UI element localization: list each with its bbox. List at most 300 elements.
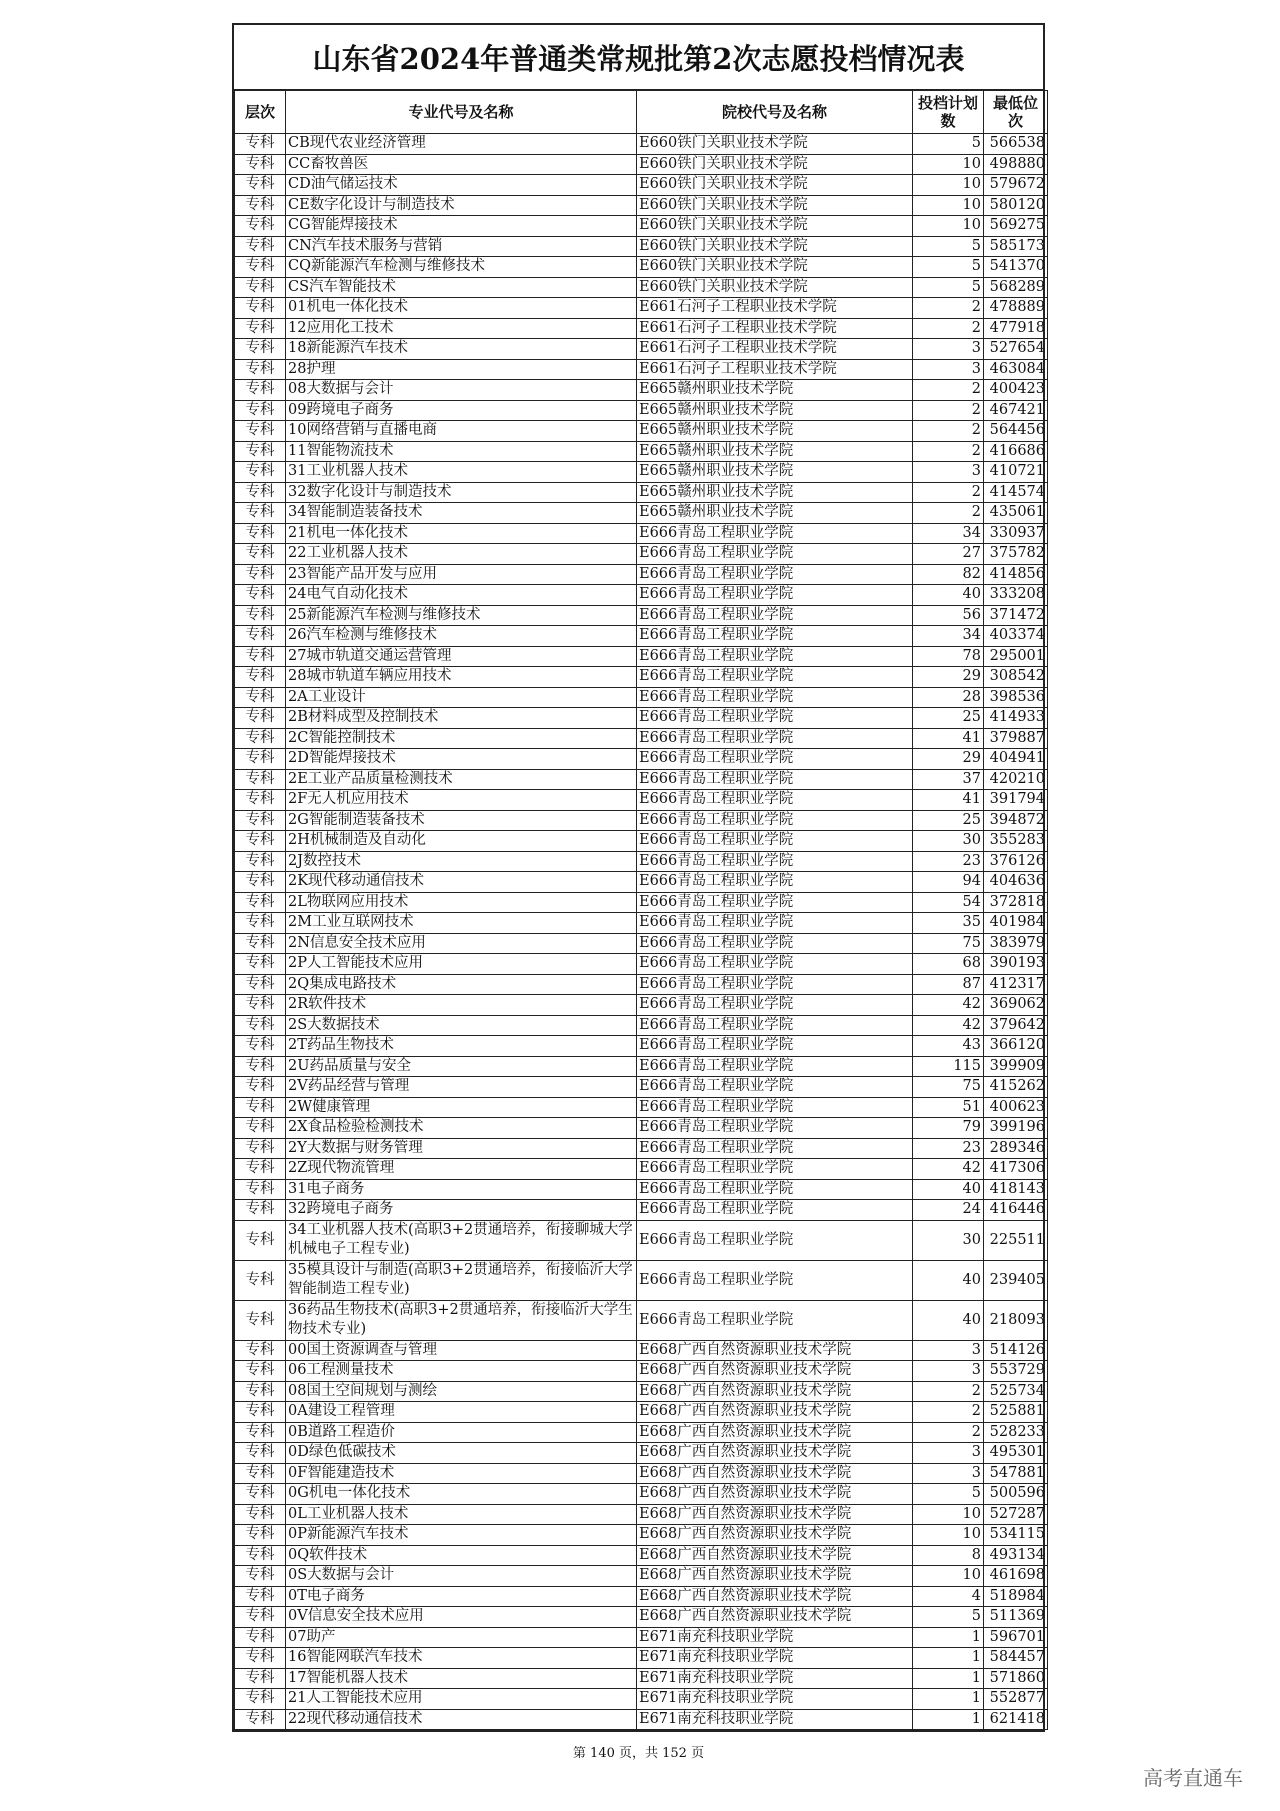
cell-min-rank: 379887 bbox=[984, 728, 1048, 749]
cell-plan: 43 bbox=[913, 1036, 984, 1057]
table-row bbox=[235, 175, 1048, 196]
table-row bbox=[235, 1077, 1048, 1098]
cell-plan: 79 bbox=[913, 1118, 984, 1139]
cell-plan: 2 bbox=[913, 298, 984, 319]
cell-min-rank: 569275 bbox=[984, 216, 1048, 237]
cell-plan: 10 bbox=[913, 1525, 984, 1546]
cell-school: E666青岛工程职业学院 bbox=[637, 626, 913, 647]
cell-min-rank: 420210 bbox=[984, 769, 1048, 790]
table-row bbox=[235, 687, 1048, 708]
cell-min-rank: 403374 bbox=[984, 626, 1048, 647]
table-header-row bbox=[235, 91, 1048, 134]
cell-major: 22工业机器人技术 bbox=[286, 544, 637, 565]
cell-min-rank: 404636 bbox=[984, 872, 1048, 893]
cell-min-rank: 528233 bbox=[984, 1422, 1048, 1443]
cell-school: E666青岛工程职业学院 bbox=[637, 1118, 913, 1139]
table-row bbox=[235, 1504, 1048, 1525]
cell-level: 专科 bbox=[235, 154, 286, 175]
table-row bbox=[235, 441, 1048, 462]
cell-major: 16智能网联汽车技术 bbox=[286, 1648, 637, 1669]
cell-school: E661石河子工程职业技术学院 bbox=[637, 359, 913, 380]
cell-level: 专科 bbox=[235, 1381, 286, 1402]
cell-plan: 10 bbox=[913, 216, 984, 237]
cell-plan: 3 bbox=[913, 1340, 984, 1361]
cell-school: E666青岛工程职业学院 bbox=[637, 1036, 913, 1057]
cell-major: 0S大数据与会计 bbox=[286, 1566, 637, 1587]
table-row bbox=[235, 995, 1048, 1016]
cell-min-rank: 580120 bbox=[984, 195, 1048, 216]
cell-school: E666青岛工程职业学院 bbox=[637, 667, 913, 688]
cell-major: 18新能源汽车技术 bbox=[286, 339, 637, 360]
cell-plan: 42 bbox=[913, 995, 984, 1016]
cell-plan: 2 bbox=[913, 1381, 984, 1402]
cell-min-rank: 477918 bbox=[984, 318, 1048, 339]
cell-plan: 42 bbox=[913, 1015, 984, 1036]
table-row bbox=[235, 1097, 1048, 1118]
cell-level: 专科 bbox=[235, 728, 286, 749]
cell-plan: 40 bbox=[913, 1179, 984, 1200]
table-row bbox=[235, 851, 1048, 872]
cell-min-rank: 417306 bbox=[984, 1159, 1048, 1180]
table-row bbox=[235, 872, 1048, 893]
cell-plan: 1 bbox=[913, 1709, 984, 1730]
cell-min-rank: 218093 bbox=[984, 1300, 1048, 1340]
cell-school: E666青岛工程职业学院 bbox=[637, 749, 913, 770]
cell-level: 专科 bbox=[235, 1118, 286, 1139]
cell-min-rank: 289346 bbox=[984, 1138, 1048, 1159]
table-row bbox=[235, 1036, 1048, 1057]
cell-school: E665赣州职业技术学院 bbox=[637, 380, 913, 401]
cell-level: 专科 bbox=[235, 933, 286, 954]
cell-level: 专科 bbox=[235, 1504, 286, 1525]
table-row bbox=[235, 1566, 1048, 1587]
cell-school: E666青岛工程职业学院 bbox=[637, 1159, 913, 1180]
cell-plan: 54 bbox=[913, 892, 984, 913]
cell-major: 0A建设工程管理 bbox=[286, 1402, 637, 1423]
cell-school: E666青岛工程职业学院 bbox=[637, 1179, 913, 1200]
cell-major: 2W健康管理 bbox=[286, 1097, 637, 1118]
table-row bbox=[235, 1545, 1048, 1566]
cell-min-rank: 330937 bbox=[984, 523, 1048, 544]
cell-school: E666青岛工程职业学院 bbox=[637, 708, 913, 729]
cell-min-rank: 518984 bbox=[984, 1586, 1048, 1607]
cell-min-rank: 541370 bbox=[984, 257, 1048, 278]
cell-level: 专科 bbox=[235, 1443, 286, 1464]
cell-plan: 10 bbox=[913, 1566, 984, 1587]
cell-plan: 3 bbox=[913, 339, 984, 360]
cell-level: 专科 bbox=[235, 421, 286, 442]
table-row bbox=[235, 1118, 1048, 1139]
cell-plan: 2 bbox=[913, 400, 984, 421]
cell-level: 专科 bbox=[235, 626, 286, 647]
cell-major: 2X食品检验检测技术 bbox=[286, 1118, 637, 1139]
table-row bbox=[235, 318, 1048, 339]
cell-level: 专科 bbox=[235, 277, 286, 298]
table-row bbox=[235, 954, 1048, 975]
cell-min-rank: 584457 bbox=[984, 1648, 1048, 1669]
header-school: 院校代号及名称 bbox=[637, 91, 913, 134]
cell-major: 23智能产品开发与应用 bbox=[286, 564, 637, 585]
cell-plan: 5 bbox=[913, 1607, 984, 1628]
table-row bbox=[235, 1300, 1048, 1340]
cell-school: E666青岛工程职业学院 bbox=[637, 523, 913, 544]
cell-plan: 37 bbox=[913, 769, 984, 790]
cell-major: 28城市轨道车辆应用技术 bbox=[286, 667, 637, 688]
cell-plan: 10 bbox=[913, 1504, 984, 1525]
cell-major: 27城市轨道交通运营管理 bbox=[286, 646, 637, 667]
table-row bbox=[235, 380, 1048, 401]
cell-min-rank: 527654 bbox=[984, 339, 1048, 360]
table-row bbox=[235, 1381, 1048, 1402]
cell-major: CC畜牧兽医 bbox=[286, 154, 637, 175]
cell-level: 专科 bbox=[235, 1300, 286, 1340]
cell-level: 专科 bbox=[235, 339, 286, 360]
table-row bbox=[235, 913, 1048, 934]
cell-level: 专科 bbox=[235, 400, 286, 421]
cell-school: E668广西自然资源职业技术学院 bbox=[637, 1402, 913, 1423]
cell-level: 专科 bbox=[235, 646, 286, 667]
cell-school: E660铁门关职业技术学院 bbox=[637, 175, 913, 196]
cell-major: 0V信息安全技术应用 bbox=[286, 1607, 637, 1628]
cell-school: E665赣州职业技术学院 bbox=[637, 462, 913, 483]
page-number: 第 140 页，共 152 页 bbox=[572, 1746, 705, 1761]
cell-min-rank: 390193 bbox=[984, 954, 1048, 975]
cell-min-rank: 435061 bbox=[984, 503, 1048, 524]
cell-plan: 41 bbox=[913, 790, 984, 811]
cell-school: E661石河子工程职业技术学院 bbox=[637, 318, 913, 339]
table-row bbox=[235, 359, 1048, 380]
cell-min-rank: 369062 bbox=[984, 995, 1048, 1016]
admission-table-sheet bbox=[232, 23, 1045, 1732]
cell-level: 专科 bbox=[235, 708, 286, 729]
cell-school: E668广西自然资源职业技术学院 bbox=[637, 1381, 913, 1402]
cell-major: 2J数控技术 bbox=[286, 851, 637, 872]
header-major: 专业代号及名称 bbox=[286, 91, 637, 134]
cell-major: 2Z现代物流管理 bbox=[286, 1159, 637, 1180]
cell-level: 专科 bbox=[235, 1097, 286, 1118]
cell-major: 07助产 bbox=[286, 1627, 637, 1648]
table-row bbox=[235, 257, 1048, 278]
cell-min-rank: 415262 bbox=[984, 1077, 1048, 1098]
cell-school: E671南充科技职业学院 bbox=[637, 1668, 913, 1689]
cell-major: 2N信息安全技术应用 bbox=[286, 933, 637, 954]
cell-major: 32数字化设计与制造技术 bbox=[286, 482, 637, 503]
cell-level: 专科 bbox=[235, 298, 286, 319]
cell-level: 专科 bbox=[235, 954, 286, 975]
cell-min-rank: 366120 bbox=[984, 1036, 1048, 1057]
cell-level: 专科 bbox=[235, 1709, 286, 1730]
cell-major: 2B材料成型及控制技术 bbox=[286, 708, 637, 729]
cell-plan: 5 bbox=[913, 134, 984, 155]
cell-min-rank: 383979 bbox=[984, 933, 1048, 954]
cell-plan: 2 bbox=[913, 482, 984, 503]
cell-min-rank: 399196 bbox=[984, 1118, 1048, 1139]
cell-plan: 75 bbox=[913, 933, 984, 954]
cell-major: 2R软件技术 bbox=[286, 995, 637, 1016]
cell-school: E668广西自然资源职业技术学院 bbox=[637, 1545, 913, 1566]
cell-major: CB现代农业经济管理 bbox=[286, 134, 637, 155]
cell-plan: 3 bbox=[913, 1443, 984, 1464]
table-row bbox=[235, 585, 1048, 606]
cell-min-rank: 568289 bbox=[984, 277, 1048, 298]
cell-major: 2U药品质量与安全 bbox=[286, 1056, 637, 1077]
cell-min-rank: 461698 bbox=[984, 1566, 1048, 1587]
cell-min-rank: 400423 bbox=[984, 380, 1048, 401]
cell-school: E666青岛工程职业学院 bbox=[637, 933, 913, 954]
cell-level: 专科 bbox=[235, 1484, 286, 1505]
table-row bbox=[235, 626, 1048, 647]
cell-plan: 40 bbox=[913, 585, 984, 606]
cell-level: 专科 bbox=[235, 585, 286, 606]
table-row bbox=[235, 605, 1048, 626]
table-row bbox=[235, 564, 1048, 585]
cell-plan: 78 bbox=[913, 646, 984, 667]
table-row bbox=[235, 708, 1048, 729]
watermark: 高考直通车 bbox=[1143, 1766, 1243, 1790]
cell-school: E671南充科技职业学院 bbox=[637, 1689, 913, 1710]
cell-major: 0P新能源汽车技术 bbox=[286, 1525, 637, 1546]
cell-plan: 25 bbox=[913, 708, 984, 729]
cell-plan: 68 bbox=[913, 954, 984, 975]
cell-min-rank: 333208 bbox=[984, 585, 1048, 606]
cell-plan: 5 bbox=[913, 277, 984, 298]
cell-min-rank: 398536 bbox=[984, 687, 1048, 708]
cell-level: 专科 bbox=[235, 1340, 286, 1361]
table-row bbox=[235, 277, 1048, 298]
cell-min-rank: 571860 bbox=[984, 1668, 1048, 1689]
cell-major: CS汽车智能技术 bbox=[286, 277, 637, 298]
cell-plan: 40 bbox=[913, 1300, 984, 1340]
cell-major: CE数字化设计与制造技术 bbox=[286, 195, 637, 216]
cell-plan: 42 bbox=[913, 1159, 984, 1180]
cell-major: CG智能焊接技术 bbox=[286, 216, 637, 237]
cell-school: E668广西自然资源职业技术学院 bbox=[637, 1340, 913, 1361]
cell-plan: 41 bbox=[913, 728, 984, 749]
cell-plan: 5 bbox=[913, 1484, 984, 1505]
table-row bbox=[235, 790, 1048, 811]
cell-plan: 2 bbox=[913, 1422, 984, 1443]
table-row bbox=[235, 1484, 1048, 1505]
cell-school: E666青岛工程职业学院 bbox=[637, 1097, 913, 1118]
cell-school: E660铁门关职业技术学院 bbox=[637, 257, 913, 278]
cell-level: 专科 bbox=[235, 1077, 286, 1098]
table-row bbox=[235, 831, 1048, 852]
table-row bbox=[235, 1200, 1048, 1221]
table-row bbox=[235, 195, 1048, 216]
cell-min-rank: 412317 bbox=[984, 974, 1048, 995]
cell-level: 专科 bbox=[235, 1179, 286, 1200]
cell-plan: 1 bbox=[913, 1648, 984, 1669]
cell-major: 2L物联网应用技术 bbox=[286, 892, 637, 913]
cell-min-rank: 391794 bbox=[984, 790, 1048, 811]
cell-school: E660铁门关职业技术学院 bbox=[637, 154, 913, 175]
cell-level: 专科 bbox=[235, 1260, 286, 1300]
table-row bbox=[235, 769, 1048, 790]
cell-min-rank: 564456 bbox=[984, 421, 1048, 442]
cell-plan: 29 bbox=[913, 667, 984, 688]
table-row bbox=[235, 134, 1048, 155]
cell-min-rank: 527287 bbox=[984, 1504, 1048, 1525]
cell-major: 2Q集成电路技术 bbox=[286, 974, 637, 995]
cell-major: 0T电子商务 bbox=[286, 1586, 637, 1607]
cell-min-rank: 478889 bbox=[984, 298, 1048, 319]
cell-major: 2H机械制造及自动化 bbox=[286, 831, 637, 852]
cell-plan: 1 bbox=[913, 1689, 984, 1710]
cell-min-rank: 553729 bbox=[984, 1361, 1048, 1382]
page-title: 山东省2024年普通类常规批第2次志愿投档情况表 bbox=[234, 25, 1043, 90]
cell-major: 2D智能焊接技术 bbox=[286, 749, 637, 770]
table-row bbox=[235, 1607, 1048, 1628]
table-row bbox=[235, 1648, 1048, 1669]
table-row bbox=[235, 974, 1048, 995]
table-row bbox=[235, 1443, 1048, 1464]
cell-plan: 56 bbox=[913, 605, 984, 626]
cell-plan: 35 bbox=[913, 913, 984, 934]
cell-level: 专科 bbox=[235, 1566, 286, 1587]
cell-school: E666青岛工程职业学院 bbox=[637, 687, 913, 708]
cell-school: E666青岛工程职业学院 bbox=[637, 913, 913, 934]
cell-plan: 28 bbox=[913, 687, 984, 708]
cell-min-rank: 416446 bbox=[984, 1200, 1048, 1221]
table-row bbox=[235, 339, 1048, 360]
cell-major: 31工业机器人技术 bbox=[286, 462, 637, 483]
table-row bbox=[235, 1015, 1048, 1036]
cell-major: 0G机电一体化技术 bbox=[286, 1484, 637, 1505]
cell-plan: 25 bbox=[913, 810, 984, 831]
cell-plan: 2 bbox=[913, 1402, 984, 1423]
cell-school: E666青岛工程职业学院 bbox=[637, 1260, 913, 1300]
cell-school: E660铁门关职业技术学院 bbox=[637, 195, 913, 216]
cell-level: 专科 bbox=[235, 134, 286, 155]
table-row bbox=[235, 1340, 1048, 1361]
cell-major: CD油气储运技术 bbox=[286, 175, 637, 196]
cell-major: 2M工业互联网技术 bbox=[286, 913, 637, 934]
cell-min-rank: 566538 bbox=[984, 134, 1048, 155]
cell-school: E668广西自然资源职业技术学院 bbox=[637, 1484, 913, 1505]
cell-major: 08大数据与会计 bbox=[286, 380, 637, 401]
cell-plan: 75 bbox=[913, 1077, 984, 1098]
cell-plan: 40 bbox=[913, 1260, 984, 1300]
cell-level: 专科 bbox=[235, 667, 286, 688]
cell-min-rank: 493134 bbox=[984, 1545, 1048, 1566]
cell-major: 2G智能制造装备技术 bbox=[286, 810, 637, 831]
cell-plan: 29 bbox=[913, 749, 984, 770]
header-level: 层次 bbox=[235, 91, 286, 134]
cell-level: 专科 bbox=[235, 257, 286, 278]
cell-level: 专科 bbox=[235, 462, 286, 483]
table-row bbox=[235, 1627, 1048, 1648]
cell-school: E666青岛工程职业学院 bbox=[637, 646, 913, 667]
cell-plan: 1 bbox=[913, 1668, 984, 1689]
cell-min-rank: 394872 bbox=[984, 810, 1048, 831]
cell-major: 34智能制造装备技术 bbox=[286, 503, 637, 524]
cell-major: 2F无人机应用技术 bbox=[286, 790, 637, 811]
cell-school: E666青岛工程职业学院 bbox=[637, 974, 913, 995]
cell-level: 专科 bbox=[235, 564, 286, 585]
cell-level: 专科 bbox=[235, 1015, 286, 1036]
cell-min-rank: 495301 bbox=[984, 1443, 1048, 1464]
cell-min-rank: 511369 bbox=[984, 1607, 1048, 1628]
cell-min-rank: 404941 bbox=[984, 749, 1048, 770]
cell-school: E666青岛工程职业学院 bbox=[637, 728, 913, 749]
cell-plan: 30 bbox=[913, 1220, 984, 1260]
table-row bbox=[235, 1709, 1048, 1730]
cell-plan: 10 bbox=[913, 154, 984, 175]
table-row bbox=[235, 1525, 1048, 1546]
cell-major: 17智能机器人技术 bbox=[286, 1668, 637, 1689]
table-row bbox=[235, 1159, 1048, 1180]
table-row bbox=[235, 298, 1048, 319]
cell-school: E666青岛工程职业学院 bbox=[637, 605, 913, 626]
cell-min-rank: 463084 bbox=[984, 359, 1048, 380]
cell-major: 2Y大数据与财务管理 bbox=[286, 1138, 637, 1159]
cell-major: 11智能物流技术 bbox=[286, 441, 637, 462]
cell-min-rank: 552877 bbox=[984, 1689, 1048, 1710]
cell-min-rank: 534115 bbox=[984, 1525, 1048, 1546]
table-row bbox=[235, 810, 1048, 831]
cell-min-rank: 525734 bbox=[984, 1381, 1048, 1402]
cell-major: 36药品生物技术(高职3+2贯通培养，衔接临沂大学生物技术专业) bbox=[286, 1300, 637, 1340]
cell-major: 09跨境电子商务 bbox=[286, 400, 637, 421]
cell-plan: 3 bbox=[913, 1463, 984, 1484]
cell-school: E671南充科技职业学院 bbox=[637, 1648, 913, 1669]
cell-min-rank: 371472 bbox=[984, 605, 1048, 626]
cell-school: E666青岛工程职业学院 bbox=[637, 851, 913, 872]
cell-min-rank: 414574 bbox=[984, 482, 1048, 503]
cell-major: 25新能源汽车检测与维修技术 bbox=[286, 605, 637, 626]
cell-major: CN汽车技术服务与营销 bbox=[286, 236, 637, 257]
cell-min-rank: 372818 bbox=[984, 892, 1048, 913]
cell-school: E666青岛工程职业学院 bbox=[637, 790, 913, 811]
cell-major: 0L工业机器人技术 bbox=[286, 1504, 637, 1525]
cell-min-rank: 498880 bbox=[984, 154, 1048, 175]
cell-level: 专科 bbox=[235, 1056, 286, 1077]
cell-level: 专科 bbox=[235, 441, 286, 462]
cell-plan: 24 bbox=[913, 1200, 984, 1221]
cell-school: E666青岛工程职业学院 bbox=[637, 1015, 913, 1036]
table-row bbox=[235, 1668, 1048, 1689]
cell-min-rank: 414933 bbox=[984, 708, 1048, 729]
table-row bbox=[235, 523, 1048, 544]
cell-plan: 23 bbox=[913, 1138, 984, 1159]
cell-major: 0F智能建造技术 bbox=[286, 1463, 637, 1484]
cell-school: E668广西自然资源职业技术学院 bbox=[637, 1607, 913, 1628]
cell-level: 专科 bbox=[235, 1586, 286, 1607]
table-row bbox=[235, 400, 1048, 421]
cell-plan: 10 bbox=[913, 175, 984, 196]
cell-plan: 30 bbox=[913, 831, 984, 852]
cell-school: E666青岛工程职业学院 bbox=[637, 831, 913, 852]
cell-plan: 2 bbox=[913, 421, 984, 442]
cell-major: 2K现代移动通信技术 bbox=[286, 872, 637, 893]
cell-school: E666青岛工程职业学院 bbox=[637, 1138, 913, 1159]
cell-level: 专科 bbox=[235, 892, 286, 913]
cell-min-rank: 525881 bbox=[984, 1402, 1048, 1423]
cell-plan: 2 bbox=[913, 318, 984, 339]
table-row bbox=[235, 1260, 1048, 1300]
cell-level: 专科 bbox=[235, 1220, 286, 1260]
table-row bbox=[235, 646, 1048, 667]
table-row bbox=[235, 1422, 1048, 1443]
cell-level: 专科 bbox=[235, 1402, 286, 1423]
cell-level: 专科 bbox=[235, 503, 286, 524]
cell-plan: 94 bbox=[913, 872, 984, 893]
cell-major: 32跨境电子商务 bbox=[286, 1200, 637, 1221]
table-row bbox=[235, 749, 1048, 770]
cell-level: 专科 bbox=[235, 769, 286, 790]
cell-level: 专科 bbox=[235, 1138, 286, 1159]
cell-school: E665赣州职业技术学院 bbox=[637, 441, 913, 462]
